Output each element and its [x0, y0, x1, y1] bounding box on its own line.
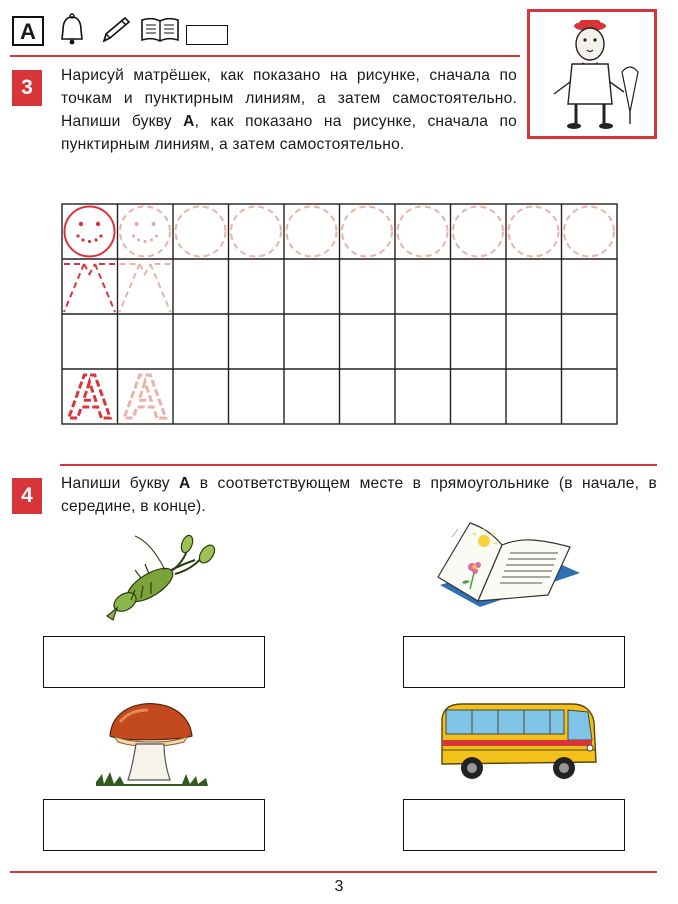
answer-box-crayfish[interactable] [43, 636, 265, 688]
footer-divider [10, 871, 657, 873]
answer-box-bus[interactable] [403, 799, 625, 851]
matryoshka-head-faded [120, 207, 170, 257]
topic-letter-box: А [12, 16, 44, 46]
bus-picture [432, 700, 602, 785]
task-3-text-part2: , как показано на рисунке, сначала по пунктирным линиям, а затем самостоятельно. [61, 113, 517, 153]
task-divider [60, 464, 657, 466]
task-4-text-part2: в соответствующем месте в прямоугольнике (в начале, в середине, в конце). [61, 475, 657, 515]
character-illustration [530, 12, 654, 136]
mushroom-picture [92, 700, 212, 790]
answer-box-book[interactable] [403, 636, 625, 688]
task-4-letter: А [179, 475, 191, 492]
task-4-number: 4 [12, 478, 42, 514]
character-portrait [527, 9, 657, 139]
crayfish-picture [95, 530, 220, 625]
blank-header-box [186, 25, 228, 45]
task-3-instruction [61, 64, 517, 156]
pencil-icon [96, 12, 134, 48]
letter-a-sample: А [67, 363, 112, 426]
bell-icon [54, 12, 90, 48]
task-3-number: 3 [12, 70, 42, 106]
task-3-text-part1: Нарисуй матрёшек, как показано на рисунке, сначала по точкам и пунктирным линиям, а затем самостоятельно. Напиши букву [61, 67, 517, 130]
page-number: 3 [334, 878, 344, 895]
matryoshka-body-solid [64, 264, 115, 312]
header-divider [10, 55, 520, 57]
task-4-instruction [61, 472, 657, 518]
open-book-picture [430, 515, 595, 615]
book-icon [138, 12, 182, 48]
matryoshka-head-solid [65, 207, 115, 257]
task-4-text-part1: Напиши букву [61, 475, 180, 492]
task-3-letter: А [183, 113, 195, 130]
answer-box-mushroom[interactable] [43, 799, 265, 851]
letter-a-trace: А [122, 363, 168, 426]
practice-grid[interactable] [60, 202, 620, 426]
matryoshka-body-faded [120, 264, 171, 312]
